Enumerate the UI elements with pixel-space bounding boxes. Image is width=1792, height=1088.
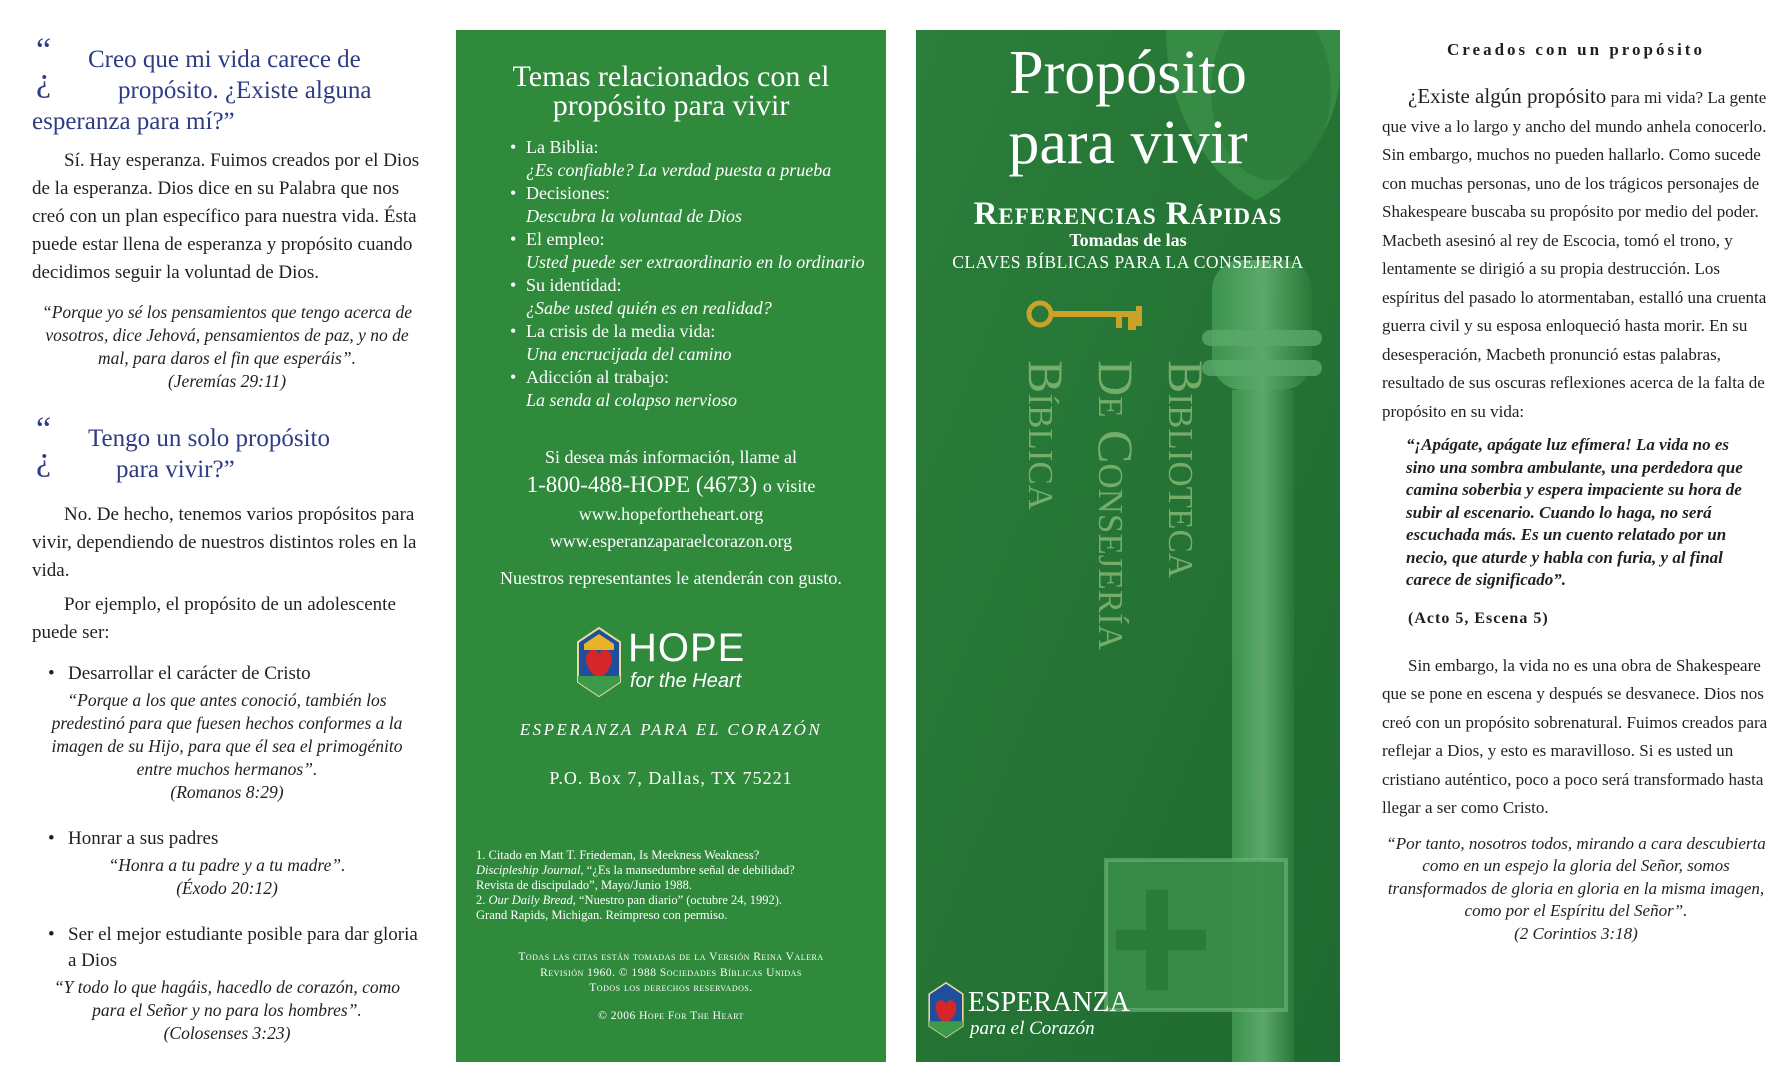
body-paragraph: ¿Existe algún propósito para mi vida? La gente que vive a lo largo y ancho del mundo anhela conocerlo. Sin embargo, muchos no pueden hallarlo. Como sucede con muchas personas, uno de los trágicos personajes de Shakespeare buscaba su propósito por medio del poder. Macbeth asesinó al rey de Escocia, tomó el trono, y lentamente se dirigió a su propia destrucción. Los espíritus del pasado lo atormentaban, estalló una cruenta guerra civil y su esposa enloqueció hasta morir. En su desesperación, Macbeth pronunció estas palabras, resultado de sus oscuras reflexiones acerca de la falta de propósito en su vida: [1382,84,1767,421]
purpose-bullet: • Desarrollar el carácter de Cristo [48,661,422,687]
phone-number[interactable]: 1-800-488-HOPE (4673) [526,472,758,497]
copyright-notice: Todas las citas están tomadas de la Versión Reina Valera Revisión 1960. © 1988 Sociedades Bíblicas Unidas Todos los derechos reservados. © 2006 Hope For The Heart [518,951,824,1022]
heart-window-icon [926,980,966,1040]
verse-quote: “Por tanto, nosotros todos, mirando a cara descubierta como en un espejo la gloria del Señor, somos transformados de gloria en gloria en la misma imagen, como por el Espíritu del Señor”. (2 Corintios 3:18) [1386,833,1766,943]
question-heading-1: “ ¿ Creo que mi vida carece de propósito. ¿Existe alguna esperanza para mí?” [32,32,372,135]
verse-quote: “Porque a los que antes conoció, también los predestinó para que fuesen hechos conformes a la imagen de su Hijo, para que él sea el primogénito entre muchos hermanos”. (Romanos 8:29) [51,690,403,802]
footnotes: 1. Citado en Matt T. Friedeman, Is Meekness Weakness? Discipleship Journal, “¿Es la mansedumbre señal de debilidad? Revista de discipulado”, Mayo/Junio 1988. 2. Our Daily Bread, “Nuestro pan diario” (octubre 24, 1992). Grand Rapids, Michigan. Reimpreso con permiso. [476,848,795,922]
website-link[interactable]: www.esperanzaparaelcorazon.org [549,531,793,551]
topic-item: • Su identidad: ¿Sabe usted quién es en realidad? [510,274,886,320]
series-claves: CLAVES BÍBLICAS PARA LA CONSEJERIA [952,252,1304,272]
panel-related-topics [456,30,886,1062]
section-heading: Creados con un propósito [1447,40,1705,59]
tagline: ESPERANZA PARA EL CORAZÓN [519,720,823,739]
verse-quote: “Porque yo sé los pensamientos que tengo acerca de vosotros, dice Jehová, pensamientos de paz, y no de mal, para daros el fin que esperáis”. (Jeremías 29:11) [41,302,412,391]
topic-item: • Decisiones: Descubra la voluntad de Dios [510,182,886,228]
phone-line: 1-800-488-HOPE (4673) o visite [526,472,816,497]
series-source: Tomadas de las [1069,230,1187,250]
answer-paragraph: Por ejemplo, el propósito de un adolescente puede ser: [32,594,396,643]
heart-window-icon [574,626,624,698]
question-mark-icon: “ ¿ [36,411,52,478]
representatives-note: Nuestros representantes le atenderán con gusto. [500,568,842,588]
mailing-address: P.O. Box 7, Dallas, TX 75221 [549,768,793,788]
cover-title: Propósito para vivir [1008,39,1248,177]
topic-item: • La Biblia: ¿Es confiable? La verdad puesta a prueba [510,136,886,182]
macbeth-quote: “¡Apágate, apágate luz efímera! La vida no es sino una sombra ambulante, una perdedora que camina soberbia y espera impaciente su hora de subir al escenario. Cuando lo haga, no será escuchada más. Es un cuento relatado por un necio, que aturde y habla con furia, y al final carece de significado”. [1406,435,1743,589]
panel-cover [916,30,1340,1062]
website-link[interactable]: www.hopefortheheart.org [578,504,764,524]
esperanza-logo: ESPERANZA para el Corazón [926,980,1126,1052]
hope-for-the-heart-logo: HOPE for the Heart [574,626,794,706]
answer-paragraph: Sí. Hay esperanza. Fuimos creados por el Dios de la esperanza. Dios dice en su Palabra que nos creó con un plan específico para nuestra vida. Ésta puede estar llena de esperanza y propósito cuando decidimos seguir la voluntad de Dios. [32,150,420,283]
question-mark-icon: “ ¿ [36,32,52,99]
purpose-bullet: • Honrar a sus padres [48,826,422,852]
purpose-bullet: • Ser el mejor estudiante posible para dar gloria a Dios [48,922,422,974]
related-topics-title: Temas relacionados con el propósito para vivir [512,60,830,122]
quote-reference: (Acto 5, Escena 5) [1408,609,1549,627]
series-title: Referencias Rápidas [973,196,1283,232]
topic-item: • La crisis de la media vida: Una encrucijada del camino [510,320,886,366]
topic-item: • El empleo: Usted puede ser extraordinario en lo ordinario [510,228,886,274]
vertical-library-title: Biblioteca De Consejería Bíblica [1018,360,1214,651]
panel-right [1382,40,1770,945]
question-heading-2: “ ¿ Tengo un solo propósito para vivir?” [32,423,422,485]
body-paragraph: Sin embargo, la vida no es una obra de Shakespeare que se pone en escena y después se desvanece. Dios nos creó con un propósito sobrenatural. Fuimos creados para reflejar a Dios, y esto es maravilloso. Si es usted un cristiano auténtico, poco a poco será transformado hasta llegar a ser como Cristo. [1382,655,1768,817]
verse-quote: “Y todo lo que hagáis, hacedlo de corazón, como para el Señor y no para los hombres”. (Colosenses 3:23) [53,977,401,1043]
topic-list [510,136,886,412]
answer-paragraph: No. De hecho, tenemos varios propósitos para vivir, dependiendo de nuestros distintos roles en la vida. [32,504,417,581]
verse-quote: “Honra a tu padre y a tu madre”. (Éxodo 20:12) [108,855,346,898]
topic-item: • Adicción al trabajo: La senda al colapso nervioso [510,366,886,412]
contact-intro: Si desea más información, llame al [545,447,797,467]
panel-left [32,32,422,1045]
